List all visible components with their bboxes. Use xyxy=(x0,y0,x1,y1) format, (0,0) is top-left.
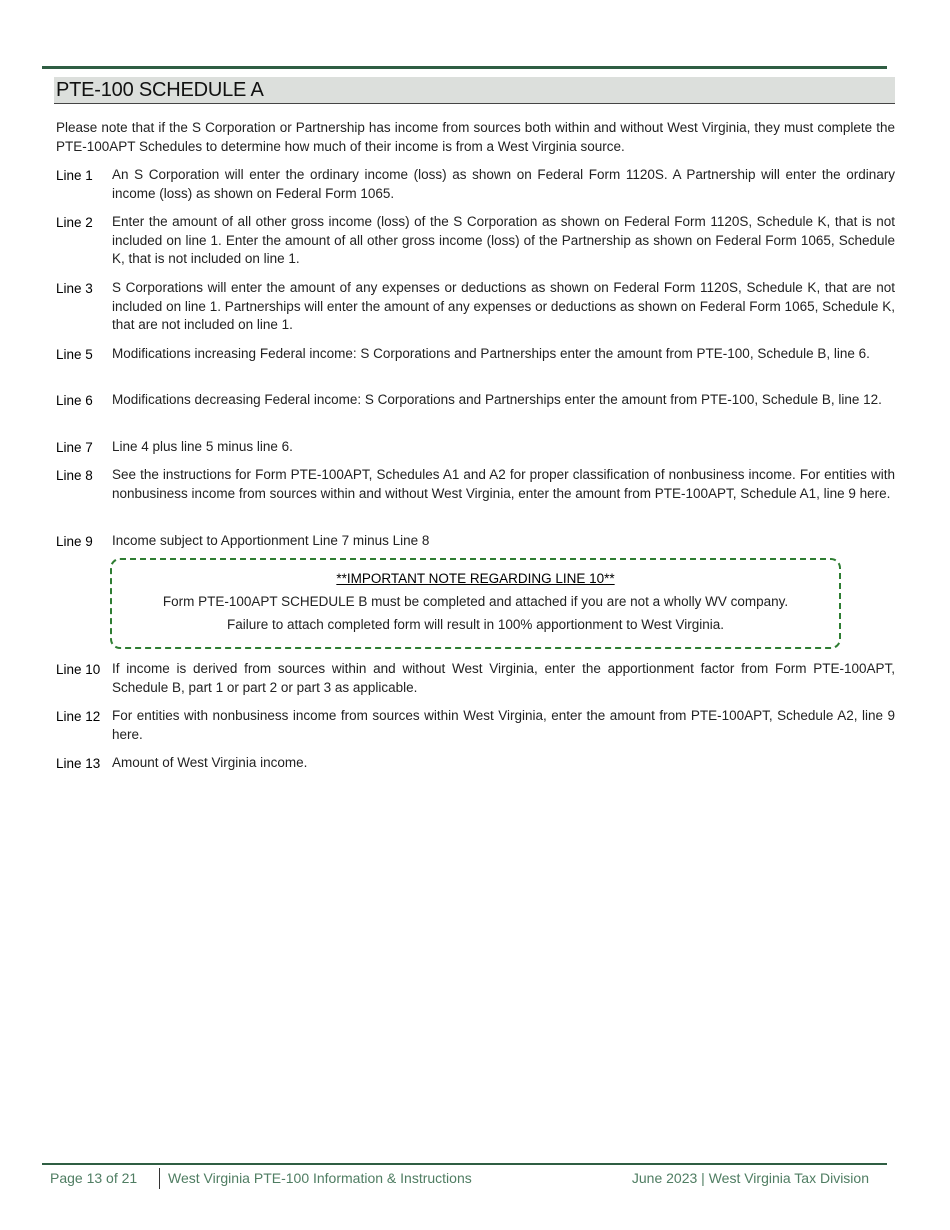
footer-date-division: June 2023 | West Virginia Tax Division xyxy=(631,1170,869,1186)
line-label: Line 7 xyxy=(56,440,93,455)
line-item-9 xyxy=(56,532,895,551)
line-label: Line 9 xyxy=(56,534,93,549)
line-text: If income is derived from sources within and without West Virginia, enter the apportionment factor from Form PTE-100APT, Schedule B, part 1 or part 2 or part 3 as applicable. xyxy=(112,661,895,695)
intro-paragraph: Please note that if the S Corporation or Partnership has income from sources both within and without West Virginia, they must complete the PTE-100APT Schedules to determine how much of their income is from a West Virginia source. xyxy=(56,120,895,154)
line-text: Amount of West Virginia income. xyxy=(112,755,308,770)
line-item-2 xyxy=(56,213,895,269)
note-line-2: Failure to attach completed form will result in 100% apportionment to West Virginia. xyxy=(227,617,724,632)
footer-document-title: West Virginia PTE-100 Information & Instructions xyxy=(168,1170,472,1186)
line-item-10 xyxy=(56,660,895,697)
important-note-box xyxy=(110,558,841,649)
footer-rule xyxy=(42,1163,887,1165)
line-label: Line 8 xyxy=(56,468,93,483)
line-text: An S Corporation will enter the ordinary income (loss) as shown on Federal Form 1120S. A Partnership will enter the ordinary income (loss) as shown on Federal Form 1065. xyxy=(112,167,895,201)
line-label: Line 6 xyxy=(56,393,93,408)
line-text: See the instructions for Form PTE-100APT, Schedules A1 and A2 for proper classification of nonbusiness income. For entities with nonbusiness income from sources within and without West Virginia, enter the amount from PTE-100APT, Schedule A1, line 9 here. xyxy=(112,467,895,501)
footer-separator xyxy=(159,1168,160,1189)
line-item-6 xyxy=(56,391,895,410)
section-header xyxy=(54,77,895,104)
line-text: Line 4 plus line 5 minus line 6. xyxy=(112,439,293,454)
line-label: Line 2 xyxy=(56,215,93,230)
line-text: Income subject to Apportionment Line 7 minus Line 8 xyxy=(112,533,430,548)
line-item-13 xyxy=(56,754,895,773)
line-label: Line 3 xyxy=(56,281,93,296)
line-item-1 xyxy=(56,166,895,203)
note-line-1: Form PTE-100APT SCHEDULE B must be completed and attached if you are not a wholly WV company. xyxy=(162,594,789,609)
line-item-7 xyxy=(56,438,895,457)
line-item-3 xyxy=(56,279,895,335)
line-text: Modifications decreasing Federal income: S Corporations and Partnerships enter the amount from PTE-100, Schedule B, line 12. xyxy=(112,392,882,407)
line-label: Line 13 xyxy=(56,756,101,771)
footer-page-number: Page 13 of 21 xyxy=(50,1170,138,1186)
line-text: Modifications increasing Federal income: S Corporations and Partnerships enter the amount from PTE-100, Schedule B, line 6. xyxy=(112,346,870,361)
line-item-5 xyxy=(56,345,895,364)
line-text: Enter the amount of all other gross income (loss) of the S Corporation as shown on Federal Form 1120S, Schedule K, that is not included on line 1. Enter the amount of all other gross income (loss) of the Partnership as shown on Federal Form 1065, Schedule K, that is not included on line 1. xyxy=(112,214,895,266)
line-item-12 xyxy=(56,707,895,744)
line-text: S Corporations will enter the amount of any expenses or deductions as shown on Federal Form 1120S, Schedule K, that are not included on line 1. Partnerships will enter the amount of any expenses or deductions as shown on Federal Form 1065, Schedule K, that are not included on line 1. xyxy=(112,280,895,332)
line-label: Line 12 xyxy=(56,709,101,724)
line-label: Line 5 xyxy=(56,347,93,362)
line-label: Line 1 xyxy=(56,168,93,183)
line-text: For entities with nonbusiness income from sources within West Virginia, enter the amount from PTE-100APT, Schedule A2, line 9 here. xyxy=(112,708,895,742)
section-title: PTE-100 SCHEDULE A xyxy=(56,79,264,101)
line-item-8 xyxy=(56,466,895,503)
note-title: **IMPORTANT NOTE REGARDING LINE 10** xyxy=(336,571,615,586)
line-label: Line 10 xyxy=(56,662,101,677)
top-rule xyxy=(42,66,887,69)
